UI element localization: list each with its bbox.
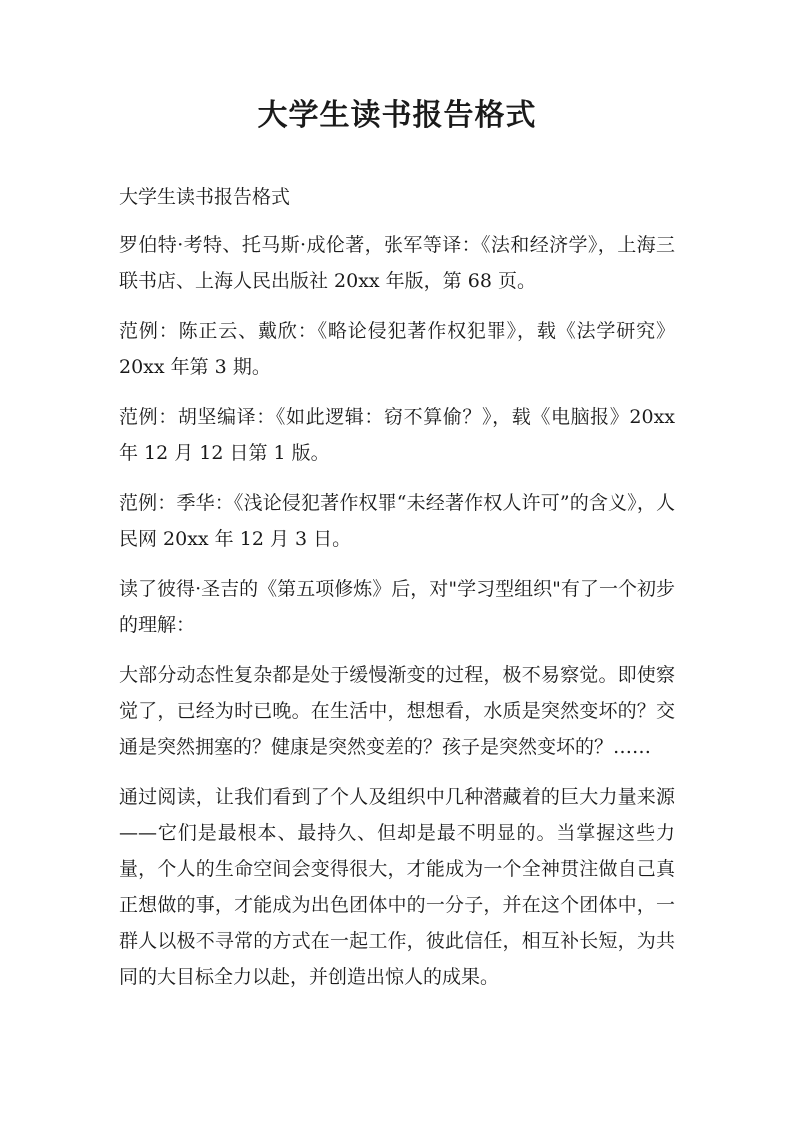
paragraph-example-journal: 范例：陈正云、戴欣：《略论侵犯著作权犯罪》，载《法学研究》20xx 年第 3 期。	[119, 320, 675, 378]
paragraph-example-newspaper: 范例：胡坚编译：《如此逻辑：窃不算偷？》，载《电脑报》20xx 年 12 月 12 日第 1 版。	[119, 406, 675, 464]
paragraph-dynamics: 大部分动态性复杂都是处于缓慢渐变的过程，极不易察觉。即使察觉了，已经为时已晚。在生活中，想想看，水质是突然变坏的？交通是突然拥塞的？健康是突然变差的？孩子是突然变坏的？……	[119, 664, 675, 758]
document-title: 大学生读书报告格式	[257, 98, 537, 133]
paragraph-subtitle: 大学生读书报告格式	[119, 186, 291, 208]
paragraph-reference-book: 罗伯特·考特、托马斯·成伦著，张军等译：《法和经济学》，上海三联书店、上海人民出版社 20xx 年版，第 68 页。	[119, 234, 675, 292]
paragraph-example-online: 范例：季华：《浅论侵犯著作权罪“未经著作权人许可”的含义》，人民网 20xx 年 12 月 3 日。	[119, 492, 675, 550]
paragraph-intro: 读了彼得·圣吉的《第五项修炼》后，对"学习型组织"有了一个初步的理解：	[119, 578, 675, 636]
paragraph-reflection: 通过阅读，让我们看到了个人及组织中几种潜藏着的巨大力量来源——它们是最根本、最持久、但却是最不明显的。当掌握这些力量，个人的生命空间会变得很大，才能成为一个全神贯注做自己真正想做的事，才能成为出色团体中的一分子，并在这个团体中，一群人以极不寻常的方式在一起工作，彼此信任，相互补长短，为共同的大目标全力以赴，并创造出惊人的成果。	[119, 786, 675, 988]
